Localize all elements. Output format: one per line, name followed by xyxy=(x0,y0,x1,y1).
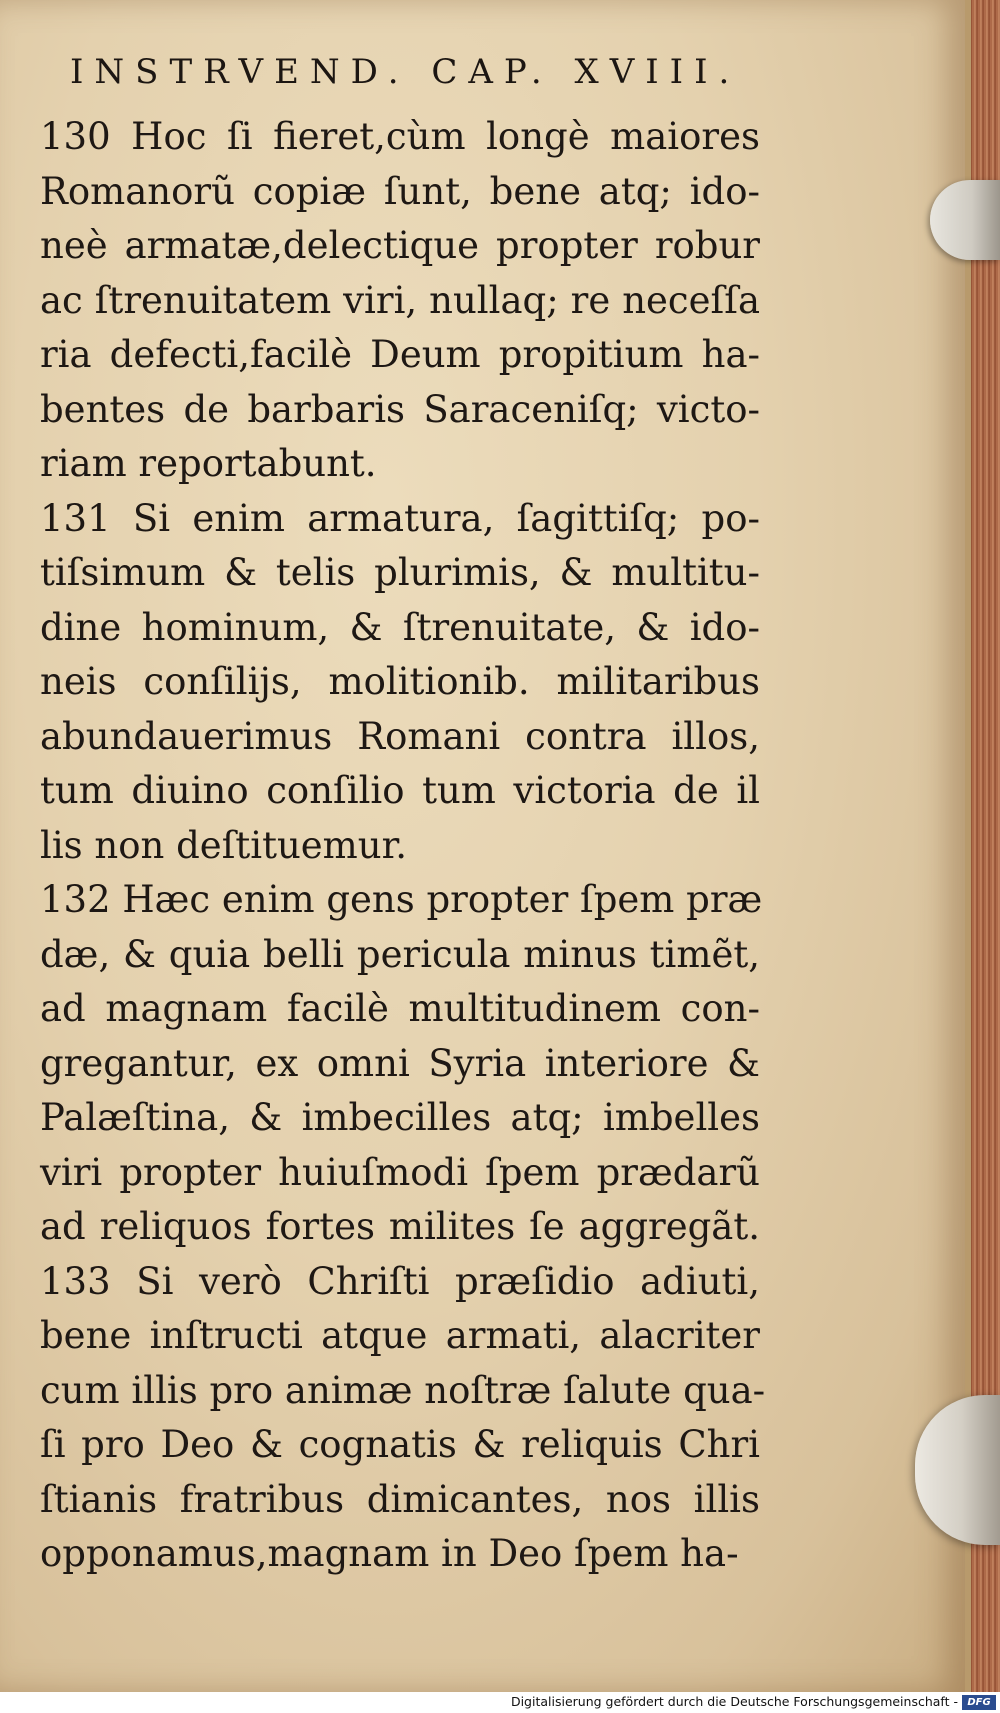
text-line: ad reliquos fortes milites ſe aggregãt. xyxy=(40,1205,760,1248)
text-line: Romanorũ copiæ ſunt, bene atq; ido- xyxy=(40,169,760,213)
text-line: bentes de barbaris Saraceniſq; victo- xyxy=(40,387,760,431)
text-line: 130 Hoc ſi fieret,cùm longè maiores xyxy=(40,115,760,158)
text-line: 133 Si verò Chriſti præſidio adiuti, xyxy=(40,1259,760,1303)
text-line: Palæſtina, & imbecilles atq; imbelles xyxy=(40,1096,760,1139)
text-line: abundauerimus Romani contra illos, xyxy=(40,714,760,758)
text-line: ria defecti,facilè Deum propitium ha- xyxy=(40,333,760,376)
running-header: INSTRVEND. CAP. XVIII. xyxy=(70,52,741,92)
text-line: dine hominum, & ſtrenuitate, & ido- xyxy=(40,605,760,649)
dfg-logo: DFG xyxy=(962,1695,996,1710)
funding-credit: Digitalisierung gefördert durch die Deutsche Forschungsgemeinschaft - xyxy=(510,1694,958,1709)
text-line: opponamus,magnam in Deo ſpem ha- xyxy=(40,1532,739,1575)
text-line: lis non deſtituemur. xyxy=(40,823,407,867)
page-clip-top xyxy=(930,180,1000,260)
digitization-footer xyxy=(0,1692,1000,1713)
text-line: 131 Si enim armatura, ſagittiſq; po- xyxy=(40,496,760,540)
text-line: neè armatæ,delectique propter robur xyxy=(40,224,760,267)
text-line: ad magnam facilè multitudinem con- xyxy=(40,987,760,1030)
text-line: tiſsimum & telis plurimis, & multitu- xyxy=(40,551,760,594)
text-line: ſtianis fratribus dimicantes, nos illis xyxy=(40,1477,760,1521)
text-line: dæ, & quia belli pericula minus timẽt, xyxy=(40,932,760,976)
text-line: 132 Hæc enim gens propter ſpem præ xyxy=(40,878,763,921)
page-body-text xyxy=(40,110,766,1582)
text-line: ſi pro Deo & cognatis & reliquis Chri xyxy=(40,1423,760,1466)
text-line: tum diuino conſilio tum victoria de il xyxy=(40,769,760,812)
text-line: ac ſtrenuitatem viri, nullaq; re neceſſa xyxy=(40,278,760,322)
text-line: neis conſilijs, molitionib. militaribus xyxy=(40,660,760,703)
text-line: gregantur, ex omni Syria interiore & xyxy=(40,1041,760,1085)
text-line: viri propter huiuſmodi ſpem prædarũ xyxy=(40,1150,760,1194)
text-line: riam reportabunt. xyxy=(40,442,377,485)
text-line: cum illis pro animæ noſtræ ſalute qua- xyxy=(40,1368,766,1412)
text-line: bene inſtructi atque armati, alacriter xyxy=(40,1314,760,1357)
